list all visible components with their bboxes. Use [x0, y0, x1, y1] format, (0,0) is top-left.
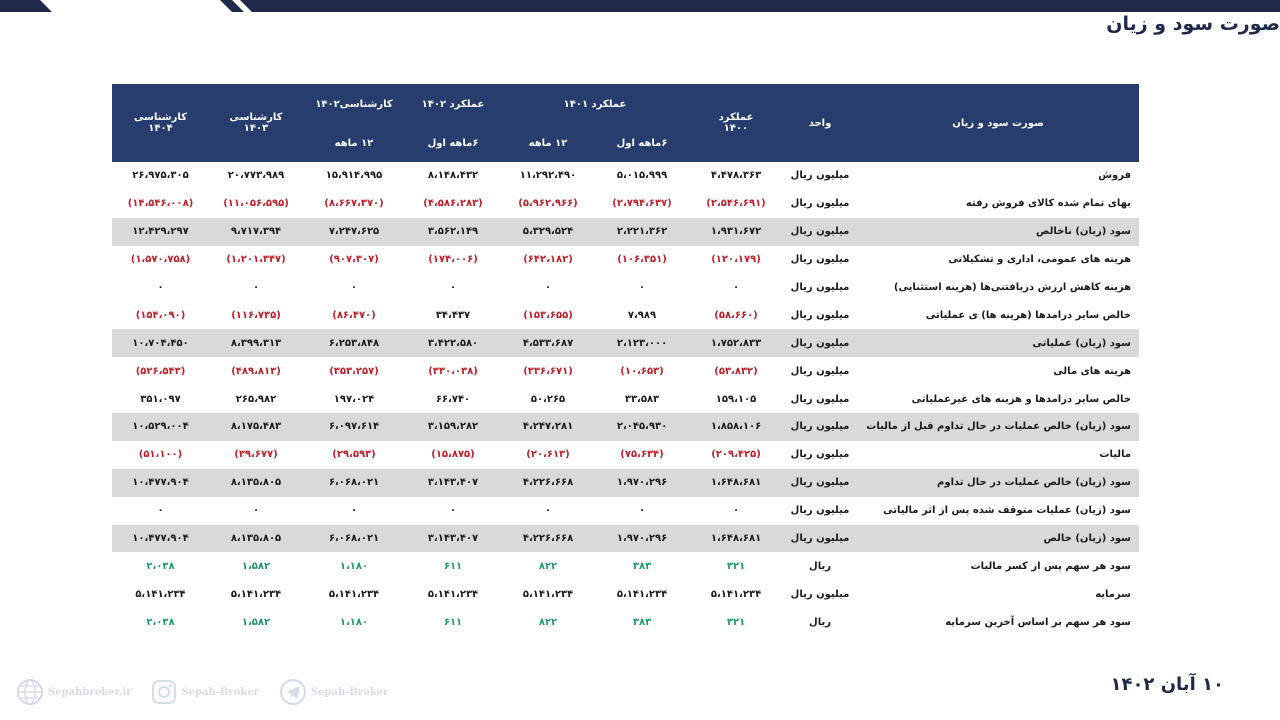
- cell-actual-1402-6m: ۰: [449, 282, 457, 293]
- cell-actual-1402-6m: ۳،۱۴۳،۴۰۷: [405, 525, 501, 553]
- cell-expert-1404: ۲،۰۳۸: [146, 560, 175, 572]
- cell-expert-1402-12m: ۱۵،۹۱۴،۹۹۵: [325, 170, 383, 182]
- cell-actual-1401-6m: ۵،۱۴۱،۲۳۴: [616, 588, 668, 600]
- telegram-icon: [279, 678, 307, 706]
- row-label: سود (زیان) خالص عملیات در حال تداوم قبل از مالیات: [857, 413, 1139, 441]
- cell-actual-1401-6m: ۲،۰۴۵،۹۳۰: [595, 413, 689, 441]
- row-label: فروش: [1098, 170, 1132, 182]
- cell-actual-1401-6m: ۱،۹۷۰،۲۹۶: [595, 525, 689, 553]
- row-unit: میلیون ریال: [790, 505, 850, 517]
- table-row: [112, 190, 1139, 218]
- cell-actual-1400: ۱،۶۴۸،۶۸۱: [689, 469, 783, 497]
- cell-actual-1402-6m: ۳۴،۴۳۷: [435, 309, 471, 321]
- cell-actual-1401-12m: (۵،۹۶۲،۹۶۶): [518, 198, 578, 210]
- row-label: خالص سایر درامدها و هزینه های غیرعملیاتی: [911, 393, 1132, 405]
- globe-icon: [16, 678, 44, 706]
- cell-actual-1400: ۱،۸۵۸،۱۰۶: [689, 413, 783, 441]
- cell-actual-1401-12m: ۰: [544, 282, 552, 293]
- table-row: [112, 357, 1139, 385]
- cell-expert-1403: ۰: [252, 505, 260, 517]
- cell-expert-1402-12m: ۱،۱۸۰: [339, 560, 369, 572]
- cell-actual-1402-6m: ۳،۱۴۳،۴۰۷: [405, 469, 501, 497]
- cell-expert-1402-12m: ۰: [350, 505, 358, 517]
- cell-expert-1403: (۱۱،۰۵۶،۵۹۵): [223, 198, 289, 210]
- cell-expert-1402-12m: ۱،۱۸۰: [339, 616, 369, 628]
- cell-actual-1402-6m: ۶۱۱: [443, 616, 463, 628]
- row-unit: میلیون ریال: [790, 309, 850, 321]
- cell-actual-1402-6m: ۶۱۱: [443, 560, 463, 572]
- table-row: [112, 329, 1139, 357]
- row-unit: میلیون ریال: [783, 218, 857, 246]
- cell-expert-1402-12m: (۸،۶۶۷،۳۷۰): [324, 198, 384, 210]
- cell-actual-1401-12m: (۳۳۶،۶۷۱): [523, 365, 573, 377]
- cell-actual-1401-12m: ۸۲۲: [538, 616, 558, 628]
- header-actual-1400-label: عملکرد ۱۴۰۰: [718, 112, 754, 134]
- row-unit: میلیون ریال: [783, 525, 857, 553]
- social-links: [16, 676, 408, 708]
- cell-actual-1401-6m: ۱،۹۷۰،۲۹۶: [595, 469, 689, 497]
- row-label: بهای تمام شده کالای فروش رفته: [965, 198, 1132, 210]
- cell-actual-1401-12m: ۴،۵۳۳،۶۸۷: [501, 329, 595, 357]
- cell-actual-1401-12m: ۱۱،۲۹۲،۴۹۰: [519, 170, 577, 182]
- cell-actual-1400: ۵،۱۴۱،۲۳۴: [710, 588, 762, 600]
- cell-expert-1402-12m: ۷،۲۴۷،۶۲۵: [303, 218, 405, 246]
- table-row: [112, 608, 1139, 636]
- cell-expert-1404: ۲۶،۹۷۵،۳۰۵: [132, 170, 189, 182]
- cell-expert-1403: ۸،۳۹۹،۳۱۳: [209, 329, 303, 357]
- cell-expert-1404: (۵۱،۱۰۰): [138, 449, 183, 461]
- row-unit: ریال: [809, 560, 831, 572]
- cell-expert-1403: (۱،۲۰۱،۳۴۷): [226, 254, 286, 266]
- header-actual-1402: عملکرد ۱۴۰۲: [405, 84, 501, 124]
- cell-expert-1403: (۳۹،۶۷۷): [234, 449, 278, 461]
- cell-expert-1402-12m: (۳۵۳،۲۵۷): [329, 365, 379, 377]
- cell-expert-1404: ۱۰،۷۰۴،۴۵۰: [112, 329, 209, 357]
- social-telegram[interactable]: [279, 678, 388, 706]
- table-row: [112, 218, 1139, 246]
- cell-actual-1402-6m: (۱۵،۸۷۵): [431, 449, 475, 461]
- row-label: سود (زیان) ناخالص: [857, 218, 1139, 246]
- cell-expert-1404: ۵،۱۴۱،۲۳۴: [135, 588, 186, 600]
- row-unit: میلیون ریال: [783, 469, 857, 497]
- header-expert-1404-label: کارشناسی ۱۴۰۴: [134, 112, 187, 134]
- row-unit: میلیون ریال: [783, 413, 857, 441]
- cell-expert-1404: ۰: [157, 505, 164, 517]
- cell-expert-1402-12m: ۶،۰۶۸،۰۲۱: [303, 469, 405, 497]
- cell-expert-1404: ۱۰،۵۲۹،۰۰۴: [112, 413, 209, 441]
- cell-actual-1402-6m: (۳۳۰،۰۳۸): [428, 365, 478, 377]
- cell-actual-1400: (۲۰۹،۴۲۵): [711, 449, 761, 461]
- cell-actual-1401-12m: ۴،۲۴۷،۲۸۱: [501, 413, 595, 441]
- cell-expert-1402-12m: ۱۹۷،۰۲۴: [333, 393, 375, 405]
- cell-actual-1401-6m: ۳۳،۵۸۳: [624, 393, 660, 405]
- cell-actual-1400: ۴،۴۷۸،۳۶۳: [710, 170, 762, 182]
- cell-actual-1400: ۱۵۹،۱۰۵: [715, 393, 757, 405]
- cell-actual-1401-12m: (۶۴۲،۱۸۲): [523, 254, 573, 266]
- cell-actual-1401-12m: ۵۰،۲۶۵: [530, 393, 566, 405]
- cell-actual-1402-6m: (۴،۵۸۶،۲۸۳): [423, 198, 483, 210]
- cell-expert-1404: (۱،۵۷۰،۷۵۸): [130, 254, 191, 266]
- row-label: هزینه های عمومی، اداری و تشکیلاتی: [948, 254, 1132, 266]
- row-unit: میلیون ریال: [783, 329, 857, 357]
- cell-actual-1401-6m: ۲،۲۲۱،۳۶۲: [595, 218, 689, 246]
- cell-expert-1404: (۵۲۶،۵۴۳): [135, 365, 186, 377]
- cell-actual-1400: (۱۲۰،۱۷۹): [711, 254, 761, 266]
- header-actual-1401: عملکرد ۱۴۰۱: [501, 84, 689, 124]
- cell-expert-1403: ۵،۱۴۱،۲۳۴: [230, 588, 282, 600]
- cell-expert-1402-12m: ۶،۲۵۳،۸۴۸: [303, 329, 405, 357]
- cell-actual-1401-6m: ۵،۰۱۵،۹۹۹: [616, 170, 668, 182]
- row-label: سرمایه: [1095, 588, 1132, 600]
- cell-expert-1404: ۱۲،۴۲۹،۲۹۷: [112, 218, 209, 246]
- cell-expert-1404: ۱۰،۴۷۷،۹۰۴: [112, 525, 209, 553]
- cell-expert-1403: ۰: [252, 282, 260, 293]
- cell-actual-1400: ۰: [732, 505, 740, 517]
- cell-actual-1400: ۳۲۱: [726, 560, 746, 572]
- table-row: [112, 301, 1139, 329]
- cell-actual-1401-12m: ۴،۲۲۶،۶۶۸: [501, 525, 595, 553]
- row-unit: میلیون ریال: [790, 254, 850, 266]
- cell-expert-1404: ۱۰،۴۷۷،۹۰۴: [112, 469, 209, 497]
- cell-expert-1403: ۲۰،۷۷۳،۹۸۹: [227, 170, 285, 182]
- cell-expert-1404: ۲،۰۳۸: [146, 616, 175, 628]
- row-label: سود هر سهم بر اساس آخرین سرمایه: [945, 616, 1132, 628]
- cell-actual-1401-6m: ۲،۱۲۳،۰۰۰: [595, 329, 689, 357]
- cell-actual-1400: (۵۸،۶۶۰): [714, 309, 758, 321]
- cell-actual-1400: (۲،۵۴۶،۶۹۱): [706, 198, 766, 210]
- cell-expert-1402-12m: ۰: [350, 282, 358, 293]
- cell-actual-1402-6m: ۸،۱۴۸،۴۳۲: [427, 170, 479, 182]
- row-unit: میلیون ریال: [790, 198, 850, 210]
- social-instagram[interactable]: [151, 679, 258, 705]
- cell-actual-1402-6m: ۳،۴۲۲،۵۸۰: [405, 329, 501, 357]
- cell-expert-1402-12m: (۹۰۷،۳۰۷): [329, 254, 379, 266]
- header-actual-1400: [689, 84, 783, 162]
- cell-actual-1401-12m: ۵،۱۴۱،۲۳۴: [522, 588, 574, 600]
- header-actual-1402-6m: ۶ماهه اول: [405, 124, 501, 162]
- cell-expert-1402-12m: (۸۶،۴۷۰): [332, 309, 376, 321]
- table-row: [112, 552, 1139, 580]
- table-row: [112, 441, 1139, 469]
- cell-actual-1402-6m: ۵،۱۴۱،۲۳۴: [427, 588, 479, 600]
- row-unit: میلیون ریال: [790, 588, 850, 600]
- row-unit: میلیون ریال: [790, 393, 850, 405]
- page-title: صورت سود و زیان: [1106, 13, 1280, 35]
- header-expert-1403-label: کارشناسی ۱۴۰۳: [229, 112, 283, 134]
- cell-actual-1400: ۳۲۱: [726, 616, 746, 628]
- header-actual-1401-6m: ۶ماهه اول: [595, 124, 689, 162]
- cell-actual-1401-6m: ۷،۹۸۹: [627, 309, 657, 321]
- table-row: [112, 469, 1139, 497]
- header-item: صورت سود و زیان: [857, 84, 1139, 162]
- row-unit: ریال: [809, 616, 831, 628]
- cell-actual-1401-6m: ۰: [638, 505, 646, 517]
- cell-actual-1402-6m: ۳،۱۵۹،۲۸۲: [405, 413, 501, 441]
- row-label: سود (زیان) عملیات متوقف شده پس از اثر مالیاتی: [883, 505, 1132, 517]
- header-expert-1402-12m: ۱۲ ماهه: [303, 124, 405, 162]
- cell-expert-1402-12m: ۵،۱۴۱،۲۳۴: [328, 588, 380, 600]
- cell-actual-1402-6m: ۰: [449, 505, 457, 517]
- cell-expert-1402-12m: ۶،۰۹۷،۶۱۴: [303, 413, 405, 441]
- header-actual-1401-12m: ۱۲ ماهه: [501, 124, 595, 162]
- cell-actual-1401-12m: (۲۰،۶۱۳): [526, 449, 570, 461]
- table-row: [112, 162, 1139, 190]
- header-expert-1402: کارشناسی۱۴۰۲: [303, 84, 405, 124]
- cell-expert-1403: ۲۶۵،۹۸۲: [235, 393, 277, 405]
- header-expert-1403: [209, 84, 303, 162]
- table-body: [112, 162, 1139, 636]
- cell-actual-1400: ۱،۷۵۲،۸۳۳: [689, 329, 783, 357]
- top-banner: [0, 0, 1280, 12]
- row-unit: میلیون ریال: [790, 449, 850, 461]
- instagram-icon: [151, 679, 177, 705]
- cell-expert-1404: ۳۵۱،۰۹۷: [140, 393, 181, 405]
- cell-expert-1404: (۱۵۴،۰۹۰): [135, 309, 186, 321]
- social-telegram-text: Sepah-Broker: [310, 686, 389, 698]
- header-unit: واحد: [783, 84, 857, 162]
- social-website[interactable]: [16, 678, 131, 706]
- cell-actual-1400: ۱،۹۳۱،۶۷۲: [689, 218, 783, 246]
- cell-actual-1401-6m: ۰: [638, 282, 646, 293]
- cell-actual-1401-6m: (۱۰۶،۳۵۱): [617, 254, 667, 266]
- cell-expert-1403: (۴۸۹،۸۱۳): [231, 365, 281, 377]
- cell-actual-1401-12m: ۴،۲۲۶،۶۶۸: [501, 469, 595, 497]
- cell-actual-1401-6m: (۷۵،۶۳۴): [620, 449, 664, 461]
- cell-actual-1401-12m: (۱۵۳،۶۵۵): [523, 309, 573, 321]
- cell-expert-1403: ۸،۱۷۵،۴۸۳: [209, 413, 303, 441]
- row-label: سود هر سهم پس از کسر مالیات: [970, 560, 1132, 572]
- table-row: [112, 274, 1139, 302]
- cell-actual-1402-6m: ۶۶،۷۴۰: [435, 393, 471, 405]
- cell-actual-1400: ۰: [732, 282, 740, 293]
- row-unit: میلیون ریال: [790, 282, 850, 293]
- cell-actual-1401-6m: (۱۰،۶۵۳): [620, 365, 664, 377]
- table-row: [112, 497, 1139, 525]
- cell-expert-1403: (۱۱۶،۷۳۵): [231, 309, 281, 321]
- cell-expert-1403: ۸،۱۳۵،۸۰۵: [209, 469, 303, 497]
- cell-expert-1402-12m: (۲۹،۵۹۳): [332, 449, 376, 461]
- table-row: [112, 580, 1139, 608]
- row-unit: میلیون ریال: [790, 170, 850, 182]
- row-label: هزینه های مالی: [1053, 365, 1132, 377]
- cell-expert-1404: ۰: [157, 282, 164, 293]
- row-unit: میلیون ریال: [790, 365, 850, 377]
- cell-actual-1401-12m: ۵،۳۲۹،۵۲۴: [501, 218, 595, 246]
- cell-expert-1403: ۹،۷۱۷،۳۹۴: [209, 218, 303, 246]
- report-date: ۱۰ آبان ۱۴۰۲: [1110, 674, 1224, 695]
- cell-expert-1404: (۱۴،۵۴۶،۰۰۸): [127, 198, 194, 210]
- income-statement-table: [112, 84, 1139, 636]
- social-instagram-text: Sepah-Broker: [181, 686, 259, 698]
- cell-actual-1401-6m: ۳۸۳: [632, 616, 652, 628]
- row-label: مالیات: [1099, 449, 1132, 461]
- cell-actual-1400: (۵۳،۸۳۲): [714, 365, 758, 377]
- cell-actual-1401-6m: (۲،۷۹۴،۶۳۷): [612, 198, 672, 210]
- row-label: خالص سایر درامدها (هزینه ها) ی عملیاتی: [925, 309, 1132, 321]
- row-label: سود (زیان) خالص: [857, 525, 1139, 553]
- cell-actual-1401-6m: ۳۸۳: [632, 560, 652, 572]
- table-row: [112, 246, 1139, 274]
- cell-expert-1403: ۱،۵۸۲: [241, 616, 271, 628]
- cell-actual-1402-6m: (۱۷۴،۰۰۶): [428, 254, 478, 266]
- cell-actual-1400: ۱،۶۴۸،۶۸۱: [689, 525, 783, 553]
- row-label: سود (زیان) خالص عملیات در حال تداوم: [857, 469, 1139, 497]
- header-expert-1404: [112, 84, 209, 162]
- row-label: هزینه کاهش ارزش دریافتنی‌ها (هزینه استثنایی): [893, 282, 1132, 293]
- cell-expert-1402-12m: ۶،۰۶۸،۰۲۱: [303, 525, 405, 553]
- cell-expert-1403: ۸،۱۳۵،۸۰۵: [209, 525, 303, 553]
- cell-expert-1403: ۱،۵۸۲: [241, 560, 271, 572]
- table-row: [112, 385, 1139, 413]
- cell-actual-1401-12m: ۸۲۲: [538, 560, 558, 572]
- table-row: [112, 413, 1139, 441]
- row-label: سود (زیان) عملیاتی: [857, 329, 1139, 357]
- cell-actual-1401-12m: ۰: [544, 505, 552, 517]
- social-website-text: Sepahbroker.ir: [48, 686, 132, 698]
- table-row: [112, 525, 1139, 553]
- cell-actual-1402-6m: ۳،۵۶۲،۱۴۹: [405, 218, 501, 246]
